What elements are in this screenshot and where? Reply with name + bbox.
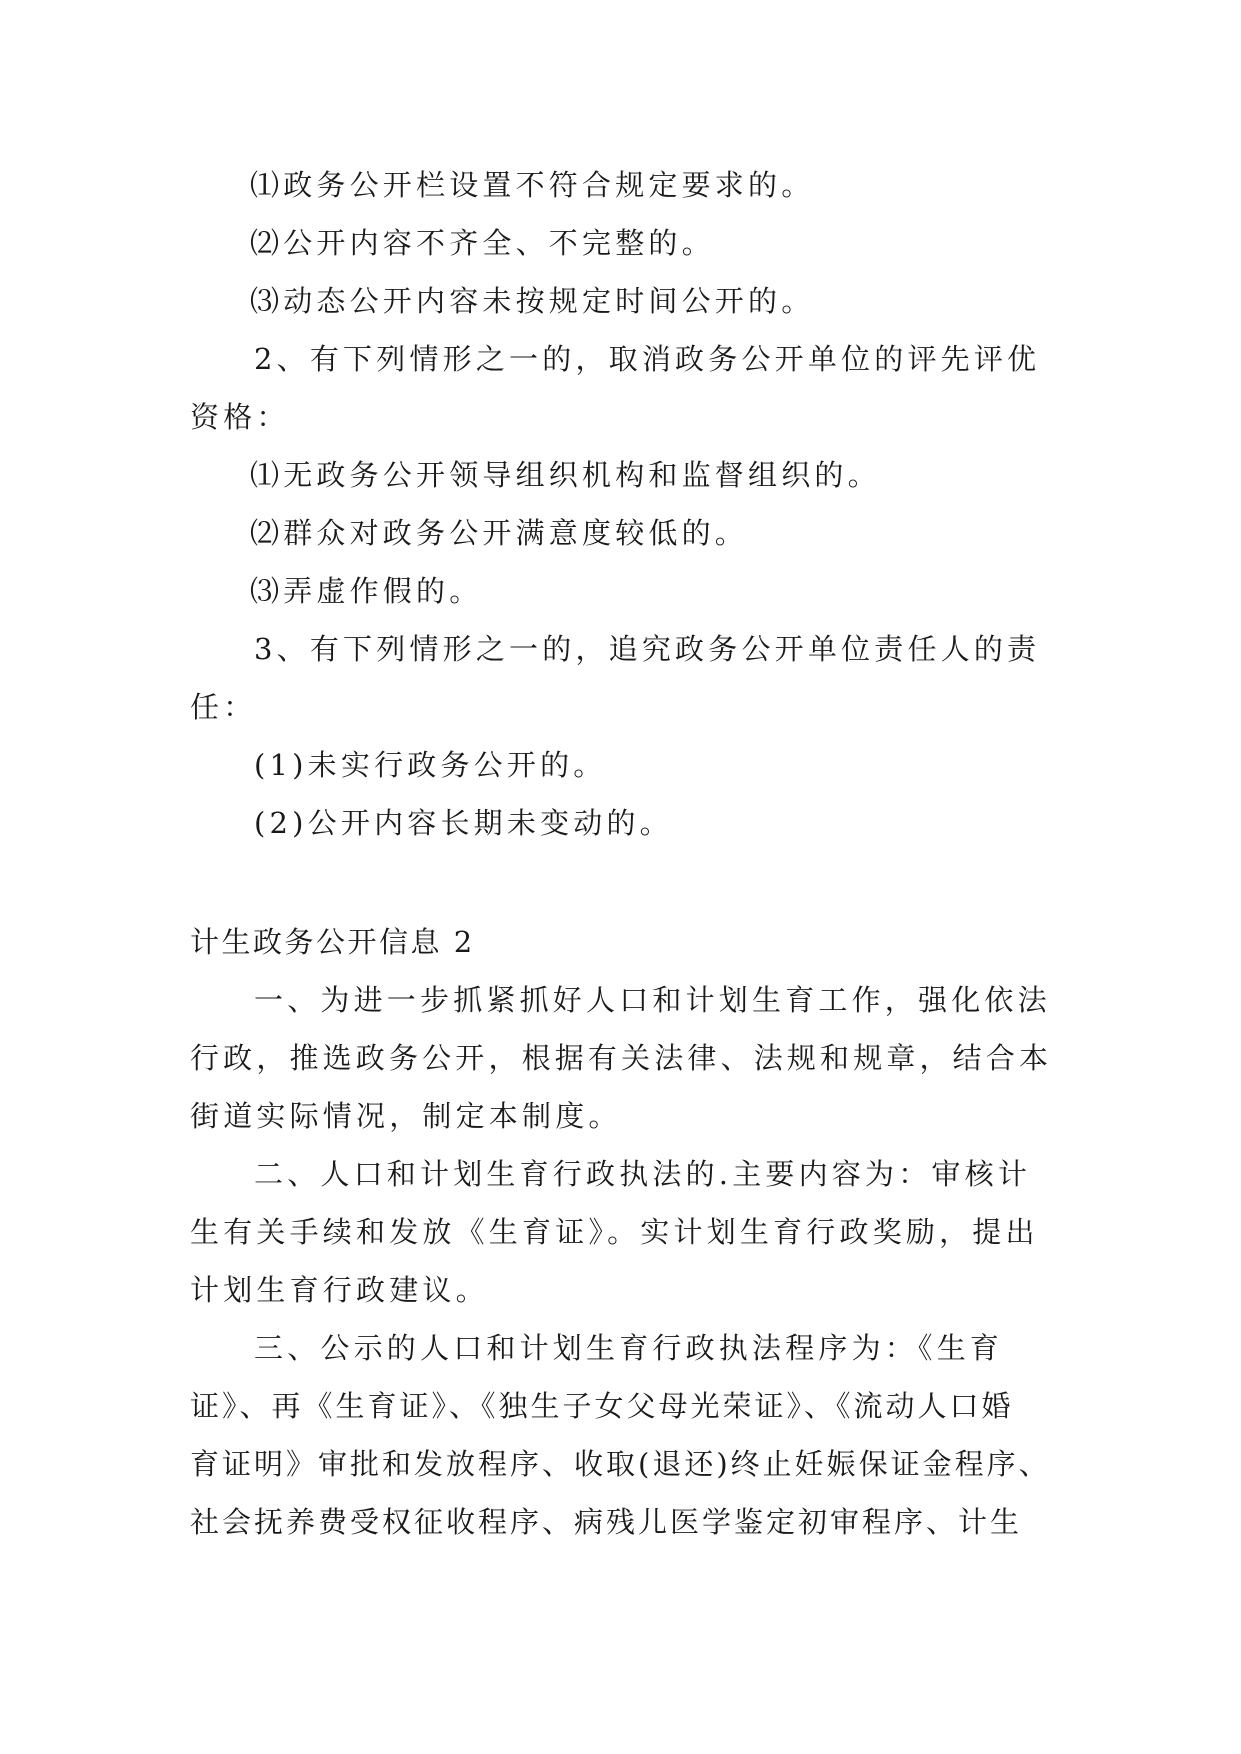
- text-line: (2)公开内容长期未变动的。: [254, 806, 673, 840]
- text-line: 资格：: [190, 400, 290, 434]
- text-line: 任：: [190, 690, 257, 724]
- text-line: 生有关手续和发放《生育证》。实计划生育行政奖励，提出: [190, 1215, 1039, 1249]
- text-line: 街道实际情况，制定本制度。: [190, 1099, 622, 1133]
- text-line: 3、有下列情形之一的，追究政务公开单位责任人的责: [254, 632, 1041, 666]
- text-line: ⑴政务公开栏设置不符合规定要求的。: [250, 168, 815, 202]
- text-line: 二、人口和计划生育行政执法的.主要内容为：审核计: [254, 1157, 1032, 1191]
- text-line: 2、有下列情形之一的，取消政务公开单位的评先评优: [254, 342, 1041, 376]
- text-line: 一、为进一步抓紧抓好人口和计划生育工作，强化依法: [254, 983, 1051, 1017]
- text-line: 育证明》审批和发放程序、收取(退还)终止妊娠保证金程序、: [190, 1447, 1051, 1481]
- text-line: ⑵群众对政务公开满意度较低的。: [250, 516, 749, 550]
- text-line: ⑶动态公开内容未按规定时间公开的。: [250, 284, 815, 318]
- section-title: 计生政务公开信息 2: [190, 925, 475, 959]
- text-line: ⑶弄虚作假的。: [250, 574, 483, 608]
- text-line: 证》、再《生育证》、《独生子女父母光荣证》、《流动人口婚: [190, 1389, 1014, 1423]
- text-line: (1)未实行政务公开的。: [254, 748, 607, 782]
- text-line: 三、公示的人口和计划生育行政执法程序为：《生育: [254, 1331, 1004, 1365]
- text-line: 社会抚养费受权征收程序、病残儿医学鉴定初审程序、计生: [190, 1505, 1023, 1539]
- text-line: 行政，推选政务公开，根据有关法律、法规和规章，结合本: [190, 1041, 1053, 1075]
- text-line: 计划生育行政建议。: [190, 1273, 489, 1307]
- text-line: ⑵公开内容不齐全、不完整的。: [250, 226, 715, 260]
- text-line: ⑴无政务公开领导组织机构和监督组织的。: [250, 458, 881, 492]
